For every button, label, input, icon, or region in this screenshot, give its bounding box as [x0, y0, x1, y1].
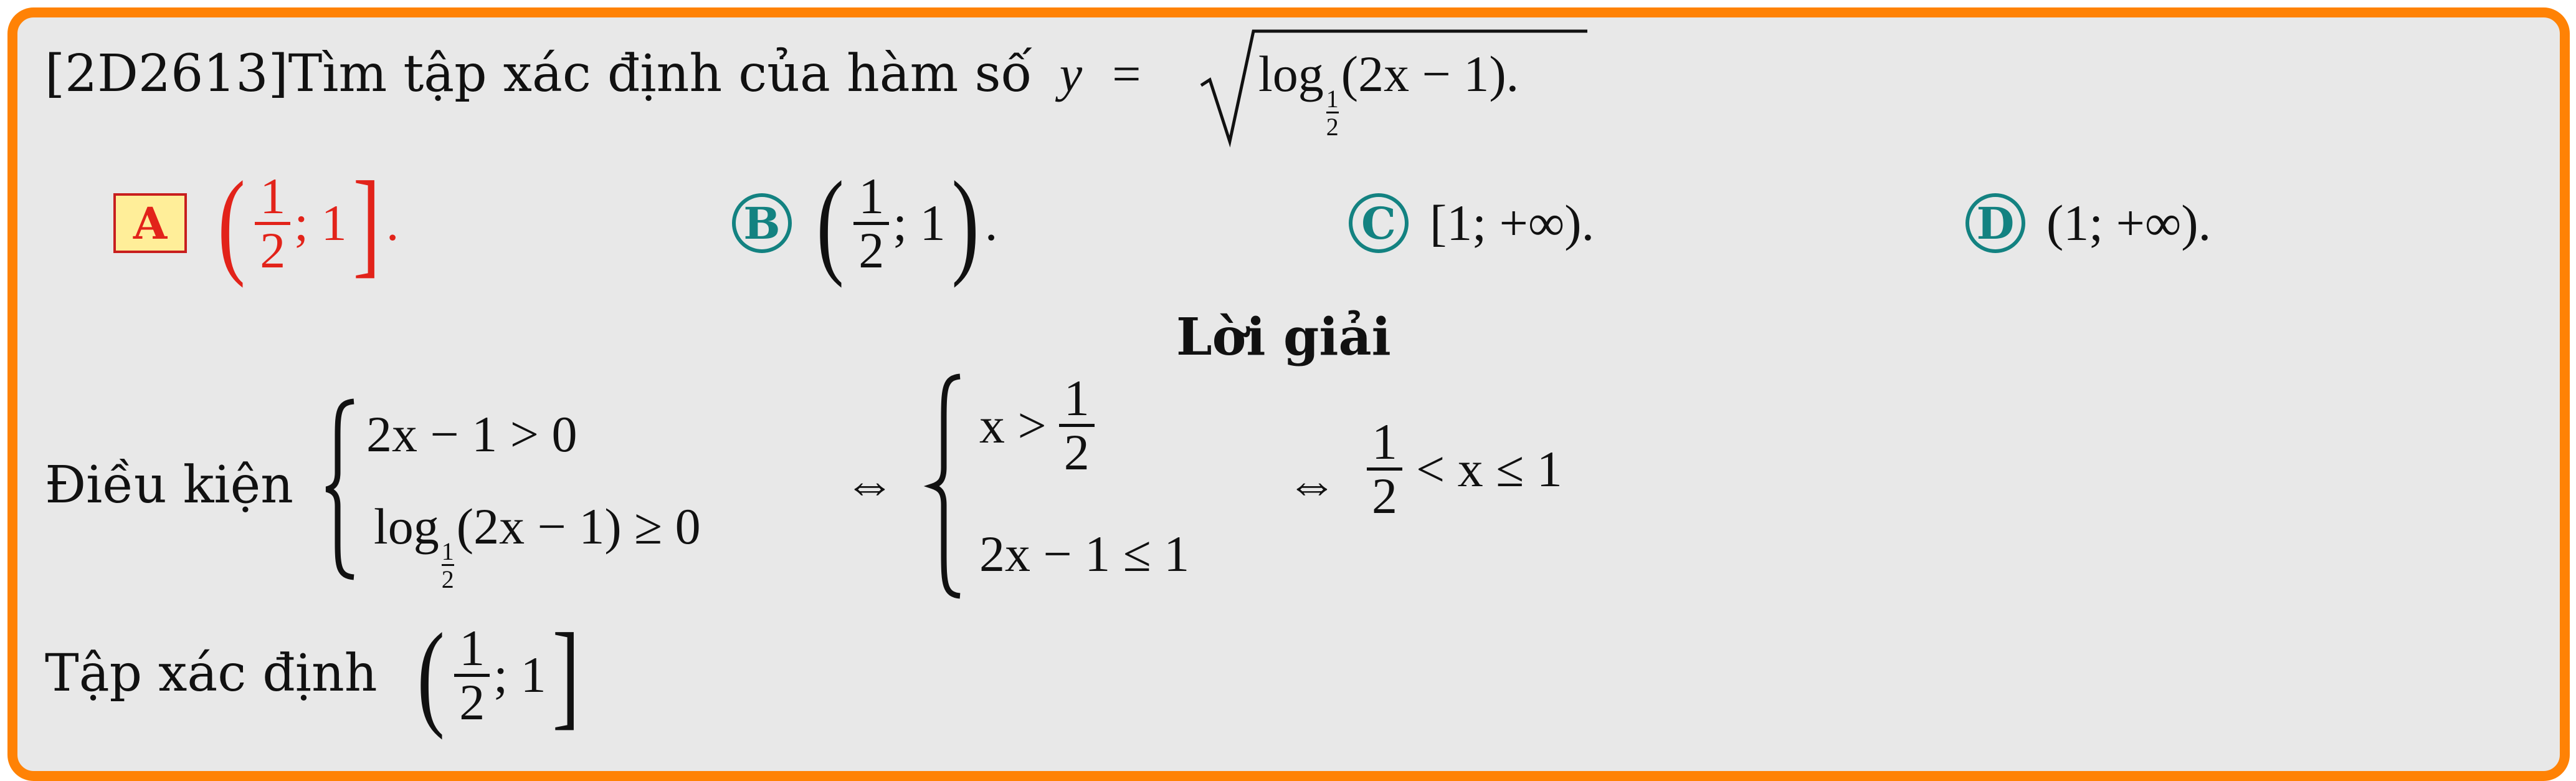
domain-label: Tập xác định [45, 644, 378, 703]
log-base: $\frac{1}{2}$ [1326, 85, 1339, 141]
solution-heading: Lời giải [1176, 307, 1391, 367]
option-a-value: ( $\frac{1}{2}$ ; 1 ] . [217, 158, 399, 289]
question-line [45, 44, 1155, 103]
system1-log-base: $\frac{1}{2}$ [441, 537, 454, 593]
domain-value: ( $\frac{1}{2}$ ; 1 ] [417, 610, 580, 740]
iff-arrow-2: ⇔ [1286, 456, 1338, 512]
left-brace-icon [324, 399, 361, 580]
system2-fraction: $\frac{1}{2}$ [1059, 373, 1095, 478]
option-d[interactable] [1965, 142, 2211, 304]
option-a-label[interactable]: A [113, 193, 187, 253]
log-argument: (2x − 1) [1341, 46, 1506, 102]
option-b-fraction: $\frac{1}{2}$ [853, 171, 889, 276]
domain-fraction: $\frac{1}{2}$ [454, 623, 490, 728]
question-stem: Tìm tập xác định của hàm số [288, 44, 1032, 103]
iff-arrow-1: ⇔ [844, 456, 895, 512]
question-end-dot: . [1506, 46, 1519, 102]
option-c-label[interactable]: C [1349, 193, 1409, 253]
result-inequality: $\frac{1}{2}$ < x ≤ 1 [1363, 416, 1562, 522]
option-d-value: (1; +∞). [2046, 194, 2212, 251]
system2-line2: 2x − 1 ≤ 1 [979, 525, 1190, 582]
equals-sign: = [1112, 46, 1141, 102]
y-variable: y [1059, 46, 1083, 102]
sqrt-content [1258, 46, 1519, 141]
option-c-value: [1; +∞). [1430, 194, 1595, 251]
question-code: [2D2613] [45, 44, 288, 103]
system1-line1: 2x − 1 > 0 [366, 406, 577, 462]
system1-line2: log $\frac{1}{2}$ (2x − 1) ≥ 0 [374, 498, 701, 593]
option-b-label[interactable]: B [732, 193, 792, 253]
option-a[interactable] [113, 142, 399, 304]
result-fraction: $\frac{1}{2}$ [1367, 416, 1402, 522]
option-d-label[interactable]: D [1965, 193, 2025, 253]
log-text: log [1258, 46, 1324, 102]
option-c[interactable] [1349, 142, 1594, 304]
option-b-value: ( $\frac{1}{2}$ ; 1 ) . [816, 158, 998, 289]
left-brace-icon [930, 374, 967, 598]
option-b[interactable] [732, 142, 997, 304]
option-a-fraction: $\frac{1}{2}$ [255, 171, 290, 276]
condition-label: Điều kiện [45, 456, 293, 515]
system2-line1: x > $\frac{1}{2}$ [979, 373, 1098, 478]
